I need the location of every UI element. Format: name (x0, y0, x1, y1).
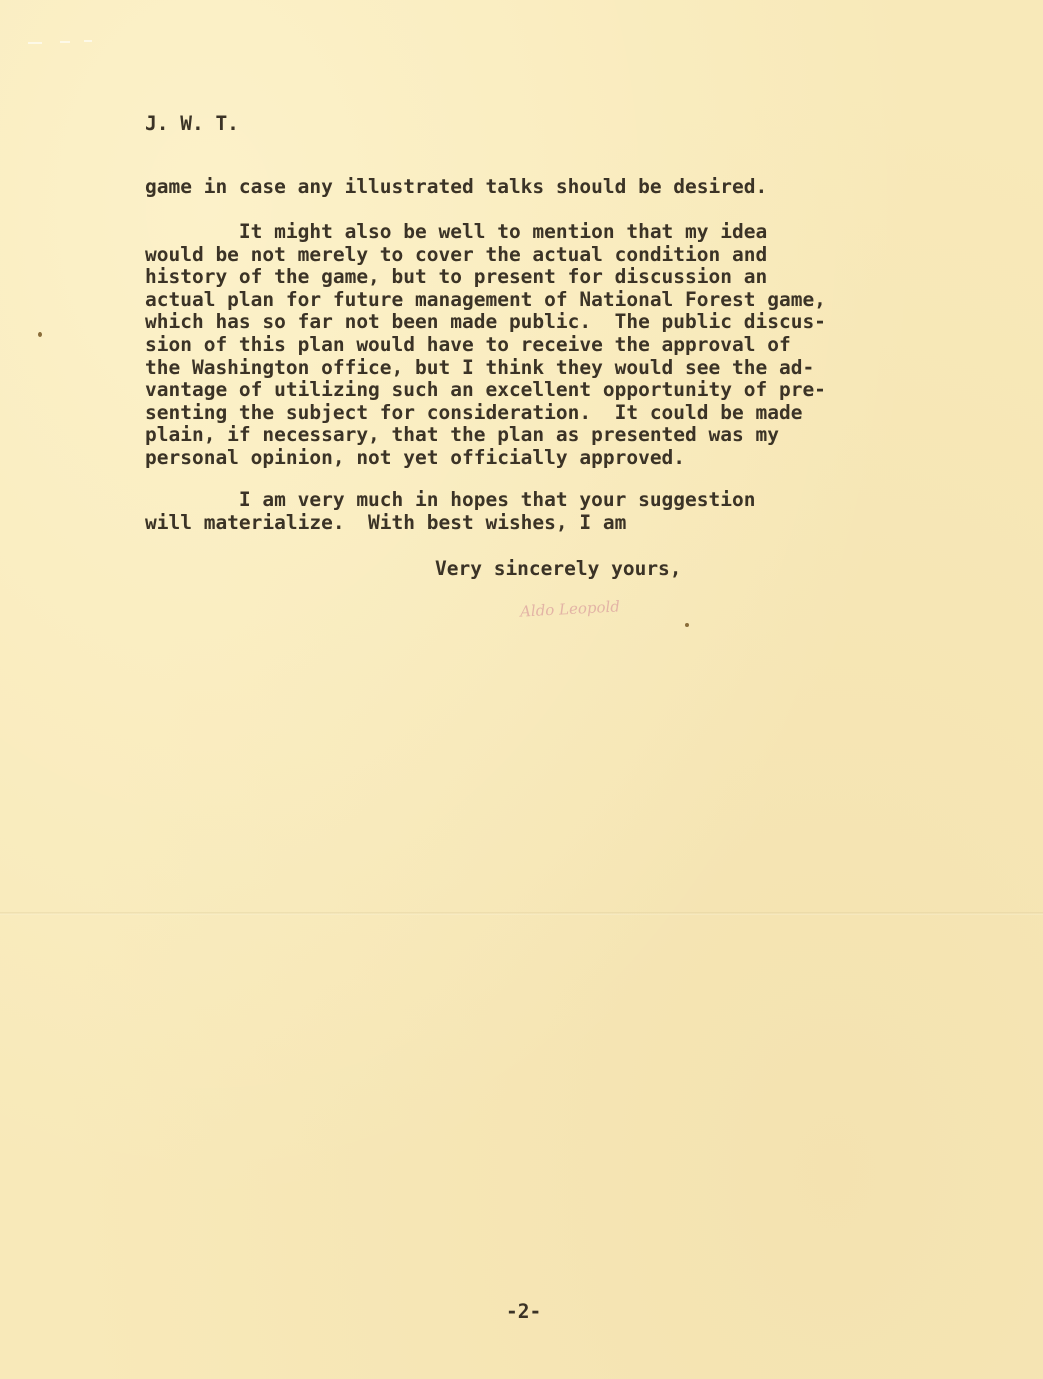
paragraph-1 (145, 176, 767, 199)
paper-speck (60, 41, 70, 43)
text-line: I am very much in hopes that your suggestion (145, 488, 756, 511)
text-line: would be not merely to cover the actual condition and (145, 242, 768, 266)
paper-fold-crease (0, 912, 1043, 915)
paragraph-2 (145, 221, 826, 470)
paragraph-3 (145, 489, 755, 534)
text-line: will materialize. With best wishes, I am (145, 510, 627, 534)
complimentary-closing: Very sincerely yours, (435, 557, 682, 580)
text-line: sion of this plan would have to receive the approval of (145, 332, 791, 356)
page-header-initials: J. W. T. (145, 112, 239, 135)
ink-spot (38, 332, 42, 337)
signature: Aldo Leopold (519, 597, 621, 621)
text-line: the Washington office, but I think they would see the ad- (145, 355, 815, 379)
text-line: vantage of utilizing such an excellent opportunity of pre- (145, 378, 826, 402)
text-line: history of the game, but to present for discussion an (145, 265, 768, 289)
text-line: actual plan for future management of National Forest game, (145, 287, 826, 311)
text-line: plain, if necessary, that the plan as presented was my (145, 423, 779, 447)
text-line: game in case any illustrated talks should be desired. (145, 175, 768, 198)
text-line: senting the subject for consideration. It could be made (145, 400, 803, 424)
page-number: -2- (506, 1300, 542, 1323)
text-line: personal opinion, not yet officially approved. (145, 445, 686, 469)
text-line: which has so far not been made public. The public discus- (145, 310, 826, 334)
paper-speck (84, 40, 92, 42)
paper-speck (28, 42, 42, 44)
ink-spot (685, 623, 689, 627)
text-line: It might also be well to mention that my idea (145, 220, 768, 243)
